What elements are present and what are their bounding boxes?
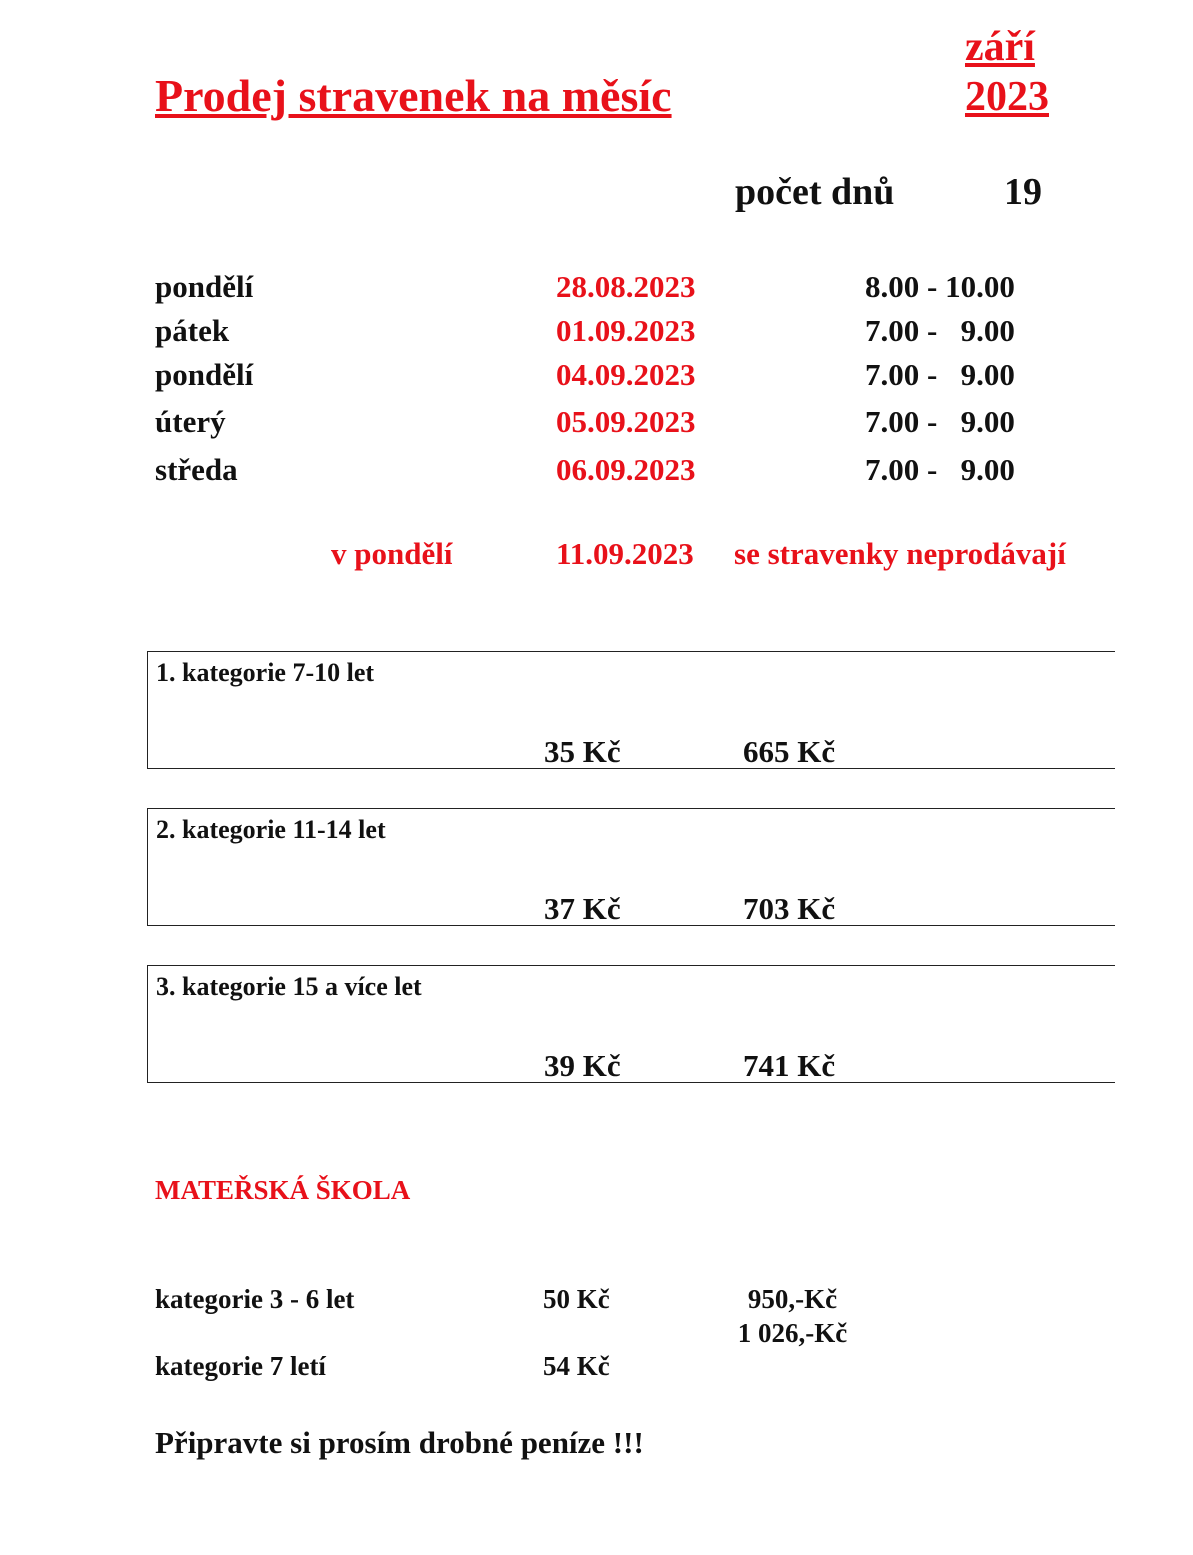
category-title: 3. kategorie 15 a více let [156, 972, 422, 1001]
kindergarten-daily-price: 54 Kč [543, 1351, 610, 1381]
schedule-day: pondělí [155, 357, 254, 392]
category-title: 2. kategorie 11-14 let [156, 815, 386, 844]
schedule-day: pondělí [155, 269, 254, 304]
schedule-date: 06.09.2023 [556, 452, 696, 487]
schedule-date: 05.09.2023 [556, 404, 696, 439]
kindergarten-total-price: 1 026,-Kč [737, 1318, 848, 1348]
schedule-day: úterý [155, 404, 226, 439]
kindergarten-daily-price: 50 Kč [543, 1284, 610, 1314]
page-title: Prodej stravenek na měsíc [155, 70, 672, 121]
category-box [147, 965, 1115, 1083]
days-count-label: počet dnů [735, 171, 895, 213]
schedule-time: 8.00 - 10.00 [865, 269, 1015, 304]
schedule-day: pátek [155, 313, 230, 348]
schedule-time: 7.00 - 9.00 [865, 452, 1015, 487]
notice-date: 11.09.2023 [556, 536, 694, 571]
category-total-price: 703 Kč [743, 891, 836, 926]
month-label: září [965, 24, 1035, 70]
category-box [147, 651, 1115, 769]
category-daily-price: 37 Kč [544, 891, 621, 926]
schedule-date: 01.09.2023 [556, 313, 696, 348]
schedule-date: 28.08.2023 [556, 269, 696, 304]
schedule-time: 7.00 - 9.00 [865, 357, 1015, 392]
footer-note: Připravte si prosím drobné peníze !!! [155, 1425, 644, 1460]
kindergarten-total-price: 950,-Kč [747, 1284, 838, 1314]
kindergarten-category: kategorie 7 letí [155, 1351, 326, 1381]
notice-prefix: v pondělí [331, 536, 453, 571]
category-total-price: 741 Kč [743, 1048, 836, 1083]
year-label: 2023 [965, 74, 1049, 120]
days-count-value: 19 [1004, 171, 1042, 213]
category-daily-price: 35 Kč [544, 734, 621, 769]
category-total-price: 665 Kč [743, 734, 836, 769]
schedule-time: 7.00 - 9.00 [865, 313, 1015, 348]
category-title: 1. kategorie 7-10 let [156, 658, 375, 687]
notice-text: se stravenky neprodávají [734, 536, 1066, 571]
schedule-time: 7.00 - 9.00 [865, 404, 1015, 439]
kindergarten-heading: MATEŘSKÁ ŠKOLA [155, 1175, 411, 1205]
kindergarten-category: kategorie 3 - 6 let [155, 1284, 355, 1314]
category-daily-price: 39 Kč [544, 1048, 621, 1083]
schedule-date: 04.09.2023 [556, 357, 696, 392]
schedule-day: středa [155, 452, 238, 487]
category-box [147, 808, 1115, 926]
